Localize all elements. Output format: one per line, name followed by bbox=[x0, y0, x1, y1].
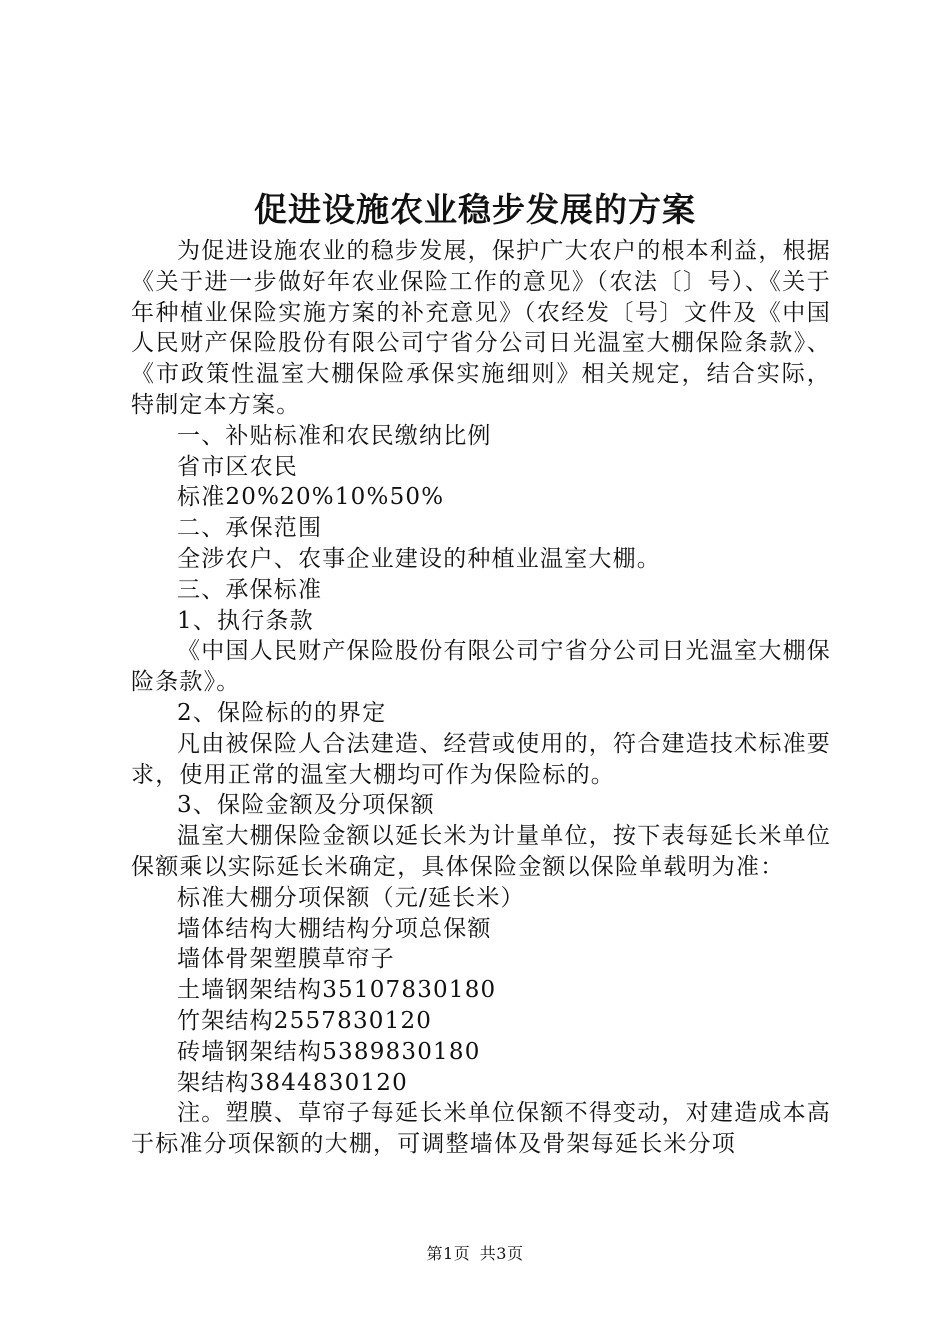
scope-text: 全涉农户、农事企业建设的种植业温室大棚。 bbox=[177, 545, 661, 572]
section-heading-standard: 三、承保标准 bbox=[177, 576, 323, 603]
table-row: 土墙钢架结构35107830180 bbox=[177, 977, 497, 1004]
page-number: 第1页 bbox=[426, 1244, 471, 1263]
intro-paragraph: 为促进设施农业的稳步发展，保护广大农户的根本利益，根据《关于进一步做好年农业保险工作的意见》（农法〔〕号）、《关于年种植业保险实施方案的补充意见》（农经发〔号〕文件及《中国人民财产保险股份有限公司宁省分公司日光温室大棚保险条款》、《市政策性温室大棚保险承保实施细则》相关规定，结合实际，特制定本方案。 bbox=[131, 238, 831, 418]
subsidy-parties: 省市区农民 bbox=[177, 453, 298, 480]
page-footer bbox=[0, 1244, 950, 1264]
table-header-1: 墙体结构大棚结构分项总保额 bbox=[177, 915, 492, 942]
table-caption: 标准大棚分项保额（元/延长米） bbox=[177, 884, 525, 911]
subheading-subject: 2、保险标的的界定 bbox=[177, 699, 387, 726]
note-paragraph: 注。塑膜、草帘子每延长米单位保额不得变动，对建造成本高于标准分项保额的大棚，可调整墙体及骨架每延长米分项 bbox=[131, 1100, 831, 1158]
subheading-amount: 3、保险金额及分项保额 bbox=[177, 792, 435, 819]
table-row: 架结构3844830120 bbox=[177, 1069, 408, 1096]
section-heading-scope: 二、承保范围 bbox=[177, 515, 323, 542]
page-total: 共3页 bbox=[479, 1244, 524, 1263]
document-title: 促进设施农业稳步发展的方案 bbox=[254, 190, 696, 229]
amount-text: 温室大棚保险金额以延长米为计量单位，按下表每延长米单位保额乘以实际延长米确定，具体保险金额以保险单载明为准： bbox=[131, 823, 831, 880]
table-row: 竹架结构2557830120 bbox=[177, 1007, 433, 1034]
table-header-2: 墙体骨架塑膜草帘子 bbox=[177, 946, 395, 973]
subject-text: 凡由被保险人合法建造、经营或使用的，符合建造技术标准要求，使用正常的温室大棚均可作为保险标的。 bbox=[131, 730, 831, 788]
section-heading-subsidy: 一、补贴标准和农民缴纳比例 bbox=[177, 422, 492, 449]
clauses-text: 《中国人民财产保险股份有限公司宁省分公司日光温室大棚保险条款》。 bbox=[131, 638, 831, 696]
document-body bbox=[131, 236, 831, 1160]
subheading-clauses: 1、执行条款 bbox=[177, 607, 314, 634]
subsidy-standard: 标准20%20%10%50% bbox=[177, 484, 445, 511]
table-row: 砖墙钢架结构5389830180 bbox=[177, 1038, 481, 1065]
